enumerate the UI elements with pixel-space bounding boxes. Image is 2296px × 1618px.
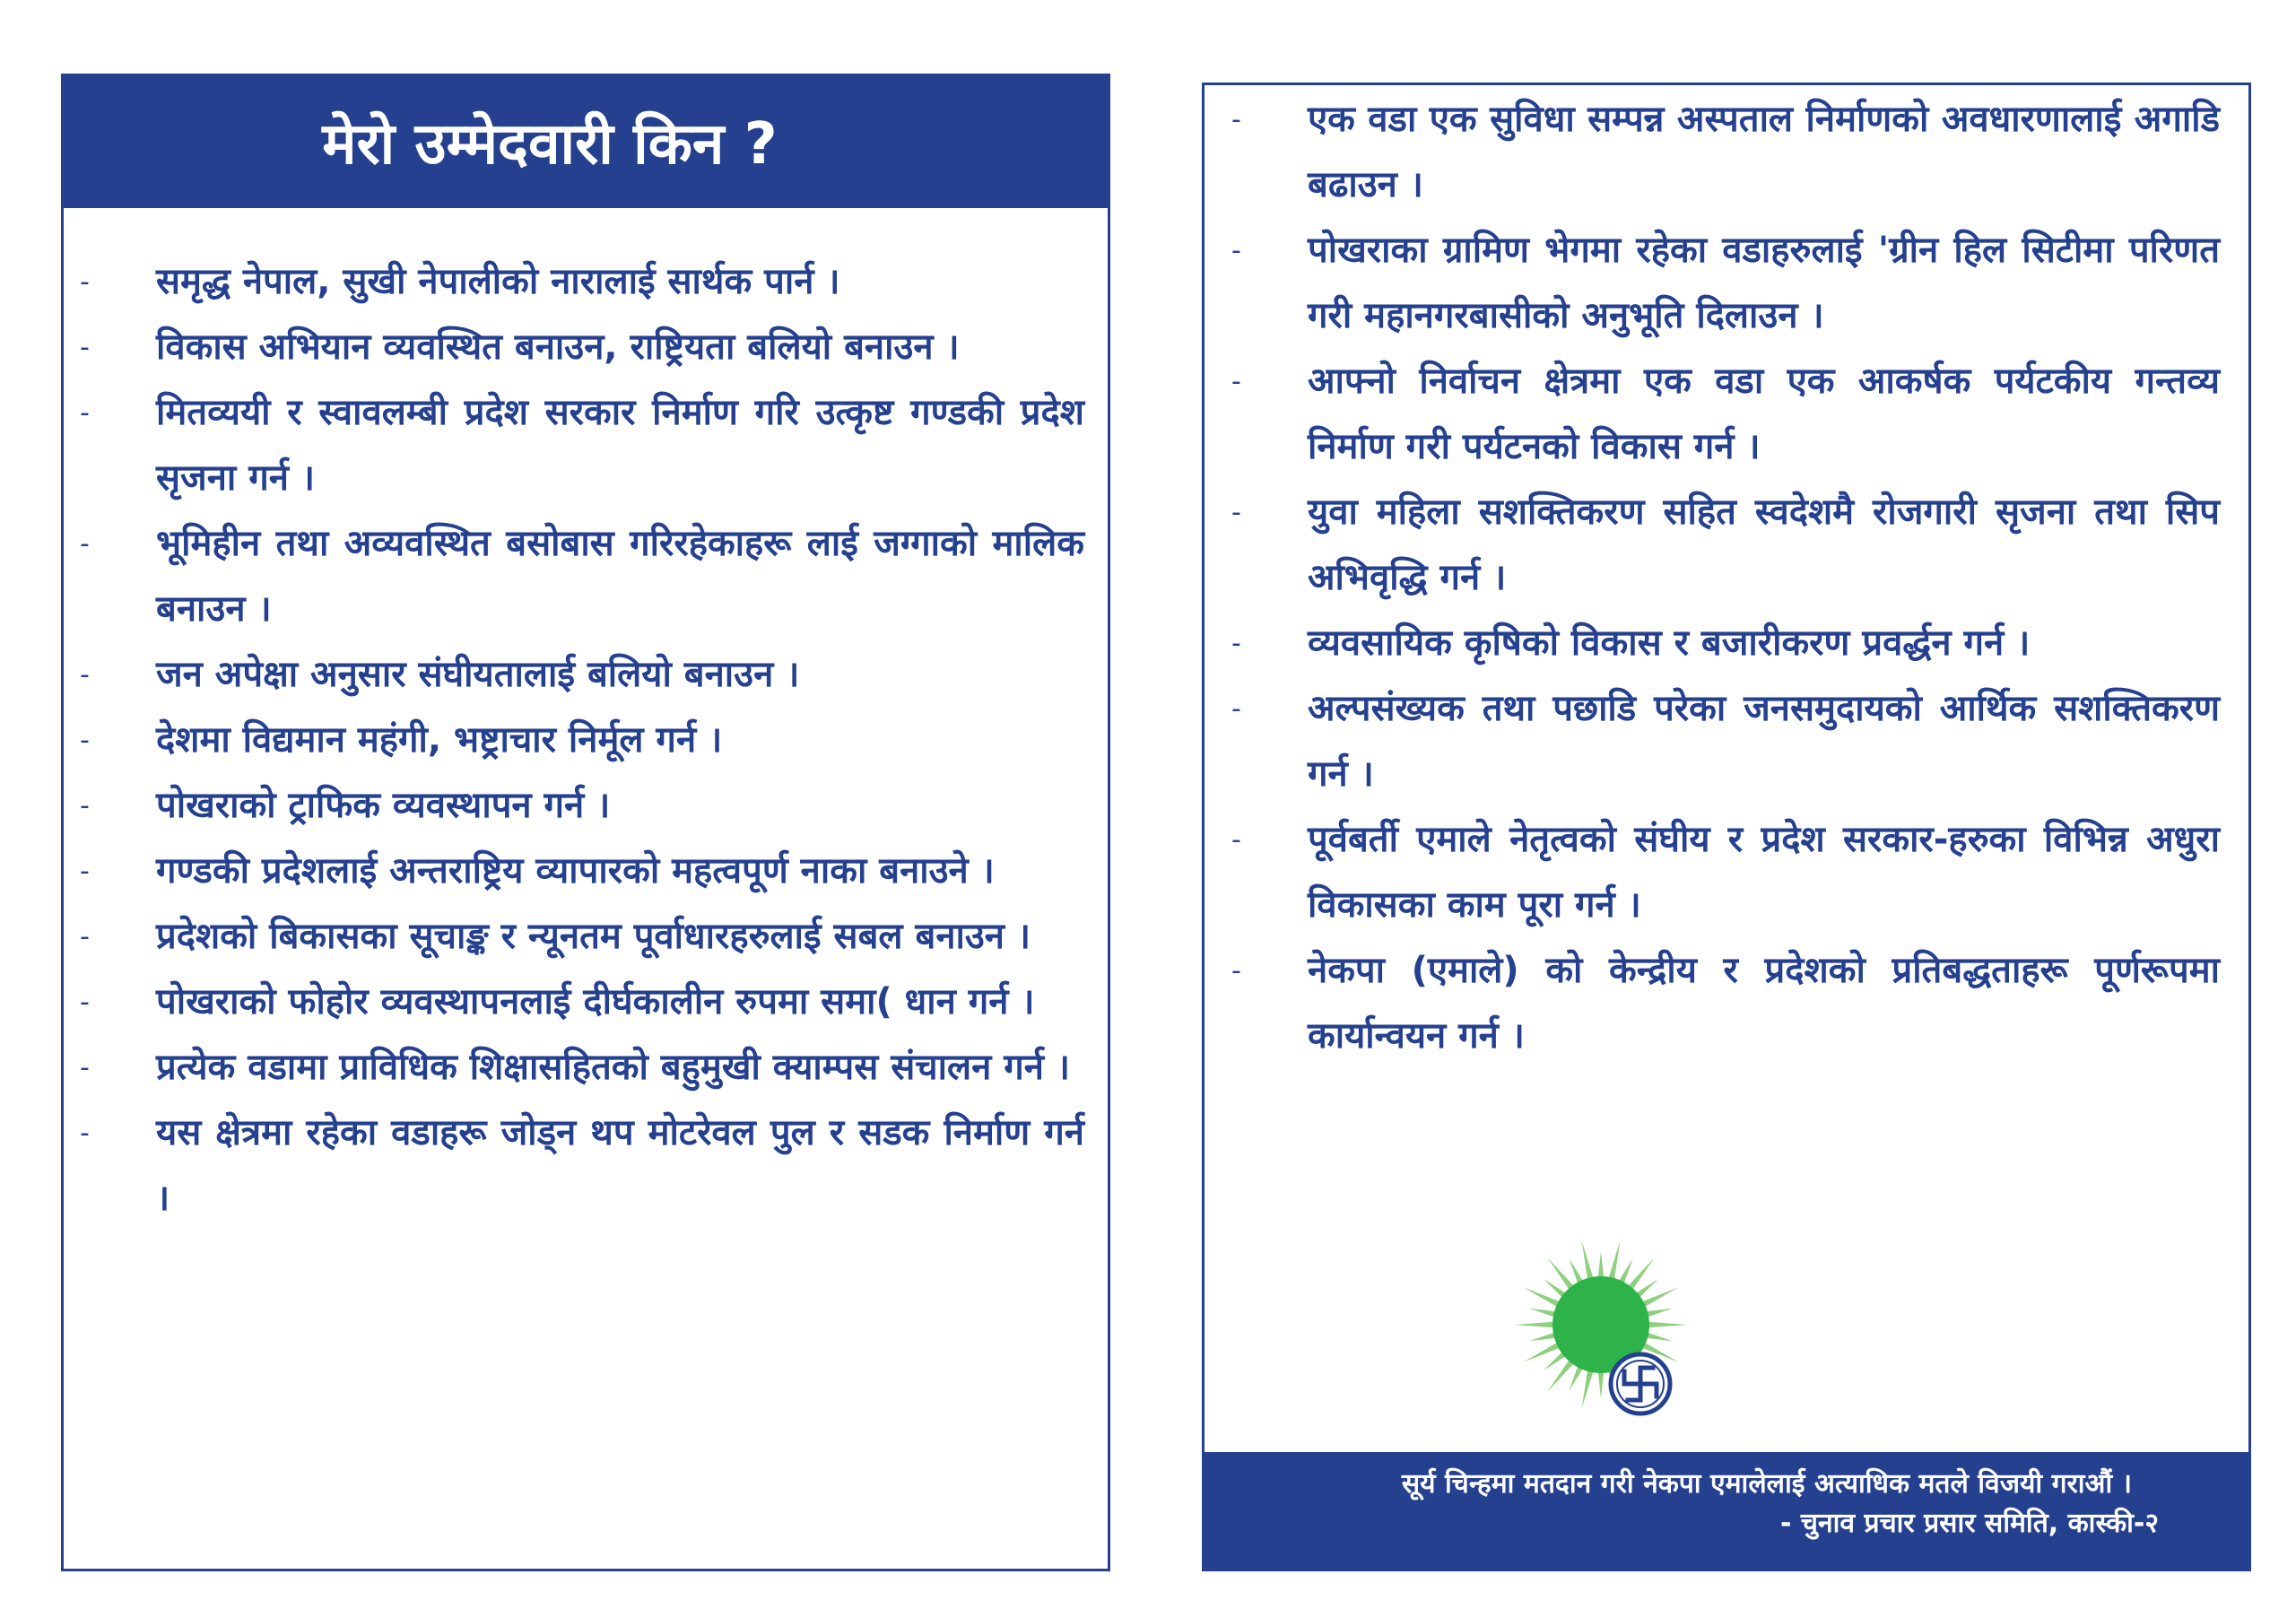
footer-slogan: सूर्य चिन्हमा मतदान गरी नेकपा एमालेलाई अत्याधिक मतले विजयी गराऔं । bbox=[1401, 1468, 2132, 1500]
list-item bbox=[64, 380, 1084, 511]
list-item-text: व्यवसायिक कृषिको विकास र बजारीकरण प्रवर्द्धन गर्न । bbox=[1308, 622, 2031, 664]
list-item-text: पूर्वबर्ती एमाले नेतृत्वको संघीय र प्रदेश सरकार-हरुका विभिन्न अधुरा विकासका काम पूरा गर्न । bbox=[1308, 819, 2220, 926]
list-item bbox=[64, 511, 1084, 642]
list-item bbox=[64, 249, 1084, 315]
list-item-text: प्रत्येक वडामा प्राविधिक शिक्षासहितको बहुमुखी क्याम्पस संचालन गर्न । bbox=[156, 1047, 1071, 1088]
bullet-dash: - bbox=[80, 397, 90, 429]
list-item bbox=[1205, 480, 2220, 611]
bullet-dash: - bbox=[1231, 824, 1241, 856]
list-item-text: गण्डकी प्रदेशलाई अन्तराष्ट्रिय व्यापारको महत्वपूर्ण नाका बनाउने । bbox=[156, 850, 995, 892]
sun-ray bbox=[1646, 1322, 1687, 1328]
list-item-text: पोखराको ट्राफिक व्यवस्थापन गर्न । bbox=[156, 785, 611, 826]
list-item bbox=[64, 1035, 1084, 1100]
sun-ray bbox=[1608, 1242, 1621, 1282]
list-item bbox=[64, 970, 1084, 1035]
list-item-text: समृद्ध नेपाल, सुखी नेपालीको नारालाई सार्थक पार्न । bbox=[156, 261, 840, 302]
list-item bbox=[64, 642, 1084, 708]
bullet-dash: - bbox=[80, 987, 90, 1018]
list-item-text: प्रदेशको बिकासका सूचाङ्क र न्यूनतम पूर्वाधारहरुलाई सबल बनाउन । bbox=[156, 916, 1031, 957]
list-item-text: विकास अभियान व्यवस्थित बनाउन, राष्ट्रियता बलियो बनाउन । bbox=[156, 326, 960, 368]
bullet-dash: - bbox=[80, 725, 90, 756]
bullet-dash: - bbox=[80, 332, 90, 363]
list-item-text: देशमा विद्यमान महंगी, भष्ट्राचार निर्मूल गर्न । bbox=[156, 719, 723, 761]
bullet-dash: - bbox=[80, 1052, 90, 1083]
bullet-dash: - bbox=[1231, 693, 1241, 725]
bullet-dash: - bbox=[1231, 235, 1241, 266]
list-item-text: एक वडा एक सुविधा सम्पन्न अस्पताल निर्माणको अवधारणालाई अगाडि बढाउन । bbox=[1308, 99, 2220, 205]
swastika-emblem bbox=[1611, 1354, 1670, 1414]
list-item bbox=[64, 773, 1084, 839]
list-item-text: भूमिहीन तथा अव्यवस्थित बसोबास गरिरहेकाहरू लाई जग्गाको मालिक बनाउन । bbox=[156, 523, 1084, 630]
bullet-dash: - bbox=[80, 266, 90, 298]
list-item bbox=[64, 1100, 1084, 1231]
list-item-text: युवा महिला सशक्तिकरण सहित स्वदेशमै रोजगारी सृजना तथा सिप अभिवृद्धि गर्न । bbox=[1308, 491, 2220, 598]
bullet-dash: - bbox=[80, 790, 90, 822]
left-item-list bbox=[64, 208, 1108, 1231]
bullet-dash: - bbox=[1231, 628, 1241, 659]
bullet-dash: - bbox=[1231, 955, 1241, 987]
bullet-dash: - bbox=[1231, 104, 1241, 135]
list-item-text: यस क्षेत्रमा रहेका वडाहरू जोड्न थप मोटरेवल पुल र सडक निर्माण गर्न । bbox=[156, 1112, 1084, 1219]
sun-ray bbox=[1582, 1242, 1595, 1282]
footer-credit: - चुनाव प्रचार प्रसार समिति, कास्की-२ bbox=[1780, 1508, 2159, 1539]
page-title: मेरो उम्मेदवारी किन ? bbox=[61, 74, 1110, 208]
bullet-dash: - bbox=[80, 921, 90, 953]
list-item bbox=[1205, 676, 2220, 807]
footer-banner bbox=[1205, 1452, 2248, 1569]
list-item bbox=[64, 839, 1084, 904]
bullet-dash: - bbox=[80, 659, 90, 691]
list-item bbox=[1205, 87, 2220, 218]
sun-ray bbox=[1515, 1322, 1556, 1328]
list-item-text: पोखराको फोहोर व्यवस्थापनलाई दीर्घकालीन रुपमा समा( धान गर्न । bbox=[156, 981, 1035, 1022]
list-item bbox=[1205, 938, 2220, 1069]
list-item-text: आफ्नो निर्वाचन क्षेत्रमा एक वडा एक आकर्षक पर्यटकीय गन्तव्य निर्माण गरी पर्यटनको विकास गर्न । bbox=[1308, 361, 2220, 467]
list-item bbox=[1205, 218, 2220, 349]
list-item bbox=[64, 708, 1084, 773]
list-item bbox=[1205, 349, 2220, 480]
list-item-text: नेकपा (एमाले) को केन्द्रीय र प्रदेशको प्रतिबद्धताहरू पूर्णरूपमा कार्यान्वयन गर्न । bbox=[1308, 950, 2220, 1057]
list-item-text: पोखराका ग्रामिण भेगमा रहेका वडाहरुलाई 'ग्रीन हिल सिटीमा परिणत गरी महानगरबासीको अनुभूति दिलाउन । bbox=[1308, 230, 2220, 336]
bullet-dash: - bbox=[1231, 497, 1241, 528]
manifesto-right-panel bbox=[1202, 83, 2251, 1571]
sun-ray bbox=[1582, 1368, 1595, 1409]
sun-swastika-logo-icon bbox=[1511, 1242, 1691, 1422]
list-item-text: मितव्ययी र स्वावलम्बी प्रदेश सरकार निर्माण गरि उत्कृष्ट गण्डकी प्रदेश सृजना गर्न । bbox=[156, 392, 1084, 499]
bullet-dash: - bbox=[80, 856, 90, 887]
list-item-text: जन अपेक्षा अनुसार संघीयतालाई बलियो बनाउन । bbox=[156, 654, 800, 695]
list-item-text: अल्पसंख्यक तथा पछाडि परेका जनसमुदायको आर्थिक सशक्तिकरण गर्न । bbox=[1308, 688, 2220, 795]
sun-ray bbox=[1598, 1251, 1605, 1280]
list-item bbox=[64, 315, 1084, 380]
list-item bbox=[1205, 611, 2220, 676]
sun-ray bbox=[1598, 1370, 1605, 1398]
manifesto-left-panel bbox=[61, 74, 1110, 1571]
list-item bbox=[64, 904, 1084, 970]
bullet-dash: - bbox=[80, 1118, 90, 1149]
list-item bbox=[1205, 807, 2220, 938]
right-item-list bbox=[1205, 85, 2248, 1069]
bullet-dash: - bbox=[80, 528, 90, 560]
bullet-dash: - bbox=[1231, 366, 1241, 397]
